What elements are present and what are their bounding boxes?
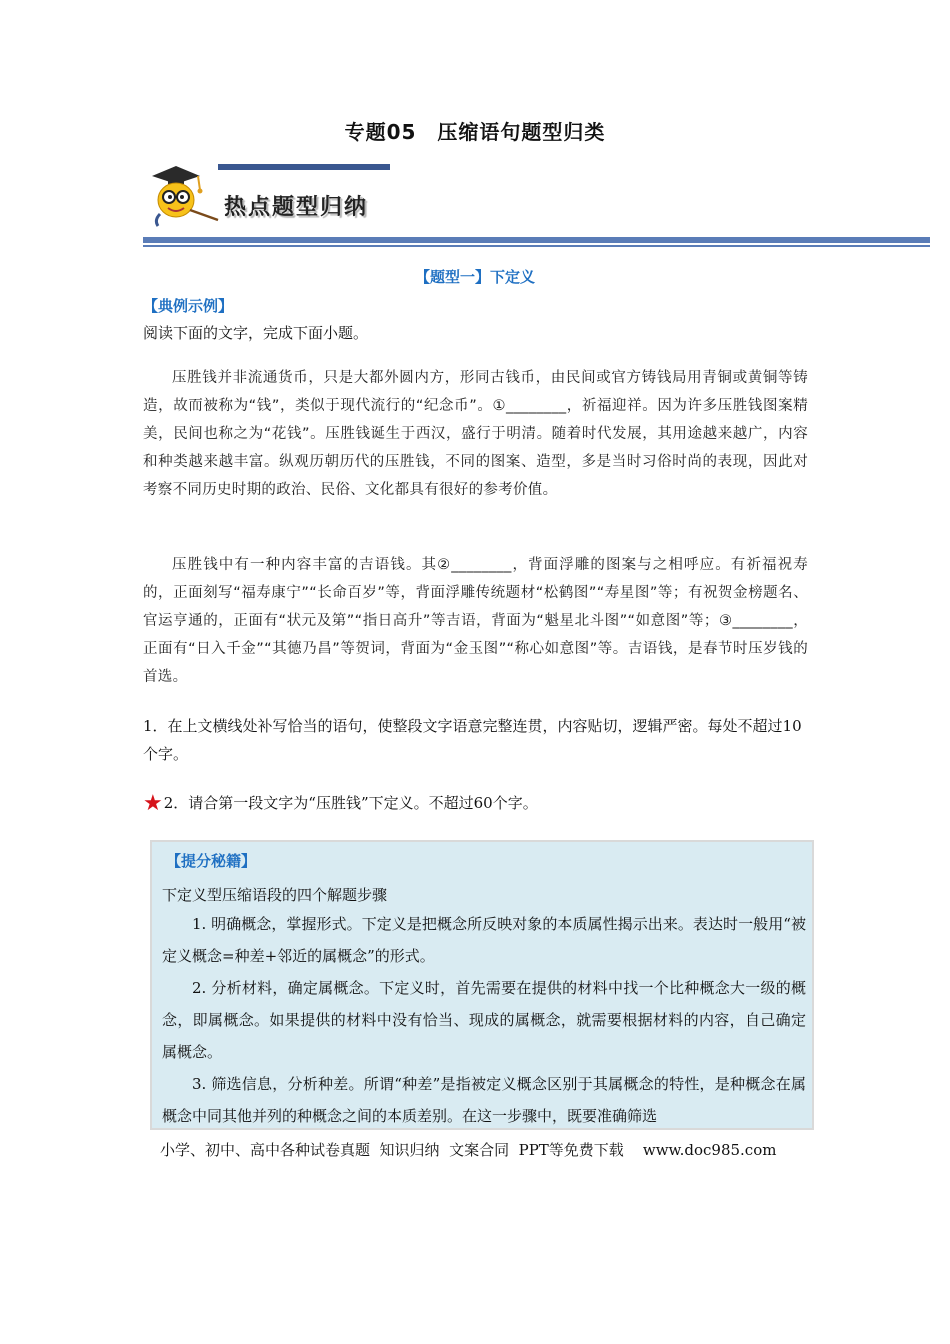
- question-2-text: 2．请合第一段文字为“压胜钱”下定义。不超过60个字。: [163, 794, 538, 812]
- banner-bar: [218, 164, 390, 170]
- question-2: [143, 789, 813, 818]
- star-icon: ★: [143, 791, 163, 816]
- question-1: 1．在上文横线处补写恰当的语句，使整段文字语意完整连贯，内容贴切，逻辑严密。每处不超过10个字。: [143, 717, 802, 763]
- tips-intro: 下定义型压缩语段的四个解题步骤: [162, 886, 388, 904]
- section-heading: 【题型一】下定义: [414, 268, 535, 286]
- tips-steps: [162, 908, 806, 1130]
- passage-paragraph-1: 压胜钱并非流通货币，只是大都外圆内方，形同古钱币，由民间或官方铸钱局用青铜或黄铜等铸造，故而被称为“钱”，类似于现代流行的“纪念币”。①________，祈福迎祥。因为许多压胜钱图案精美，民间也称之为“花钱”。压胜钱诞生于西汉，盛行于明清。随着时代发展，其用途越来越广，内容和种类越来越丰富。纵观历朝历代的压胜钱，不同的图案、造型，多是当时习俗时尚的表现，因此对考察不同历史时期的政治、民俗、文化都具有很好的参考价值。: [143, 370, 808, 498]
- tip-step-3: 3. 筛选信息，分析种差。所谓“种差”是指被定义概念区别于其属概念的特性，是种概念在属概念中同其他并列的种概念之间的本质差别。在这一步骤中，既要准确筛选: [162, 1075, 806, 1125]
- banner-label: 热点题型归纳: [224, 195, 369, 220]
- example-label: 【典例示例】: [143, 297, 234, 315]
- doctor-mascot-icon: [146, 162, 220, 228]
- header-rule: [143, 237, 930, 243]
- tips-box: [150, 840, 814, 1130]
- header-rule-thin: [143, 245, 930, 247]
- hot-topics-banner: [146, 160, 396, 230]
- tip-step-2: 2. 分析材料，确定属概念。下定义时，首先需要在提供的材料中找一个比种概念大一级的概念，即属概念。如果提供的材料中没有恰当、现成的属概念，就需要根据材料的内容，自己确定属概念。: [162, 979, 806, 1061]
- passage-paragraph-2: 压胜钱中有一种内容丰富的吉语钱。其②________，背面浮雕的图案与之相呼应。有祈福祝寿的，正面刻写“福寿康宁”“长命百岁”等，背面浮雕传统题材“松鹤图”“寿星图”等；有祝贺金榜题名、官运亨通的，正面有“状元及第”“指日高升”等吉语，背面为“魁星北斗图”“如意图”等；③________，正面有“日入千金”“其德乃昌”等贺词，背面为“金玉图”“称心如意图”等。吉语钱，是春节时压岁钱的首选。: [143, 557, 808, 685]
- page-title: 专题05 压缩语句题型归类: [344, 120, 606, 144]
- tips-label: 【提分秘籍】: [166, 852, 257, 870]
- tip-step-1: 1. 明确概念，掌握形式。下定义是把概念所反映对象的本质属性揭示出来。表达时一般用“被定义概念=种差+邻近的属概念”的形式。: [162, 915, 806, 965]
- instruction-text: 阅读下面的文字，完成下面小题。: [143, 324, 369, 342]
- footer-text: 小学、初中、高中各种试卷真题 知识归纳 文案合同 PPT等免费下载 www.doc985.com: [160, 1141, 777, 1159]
